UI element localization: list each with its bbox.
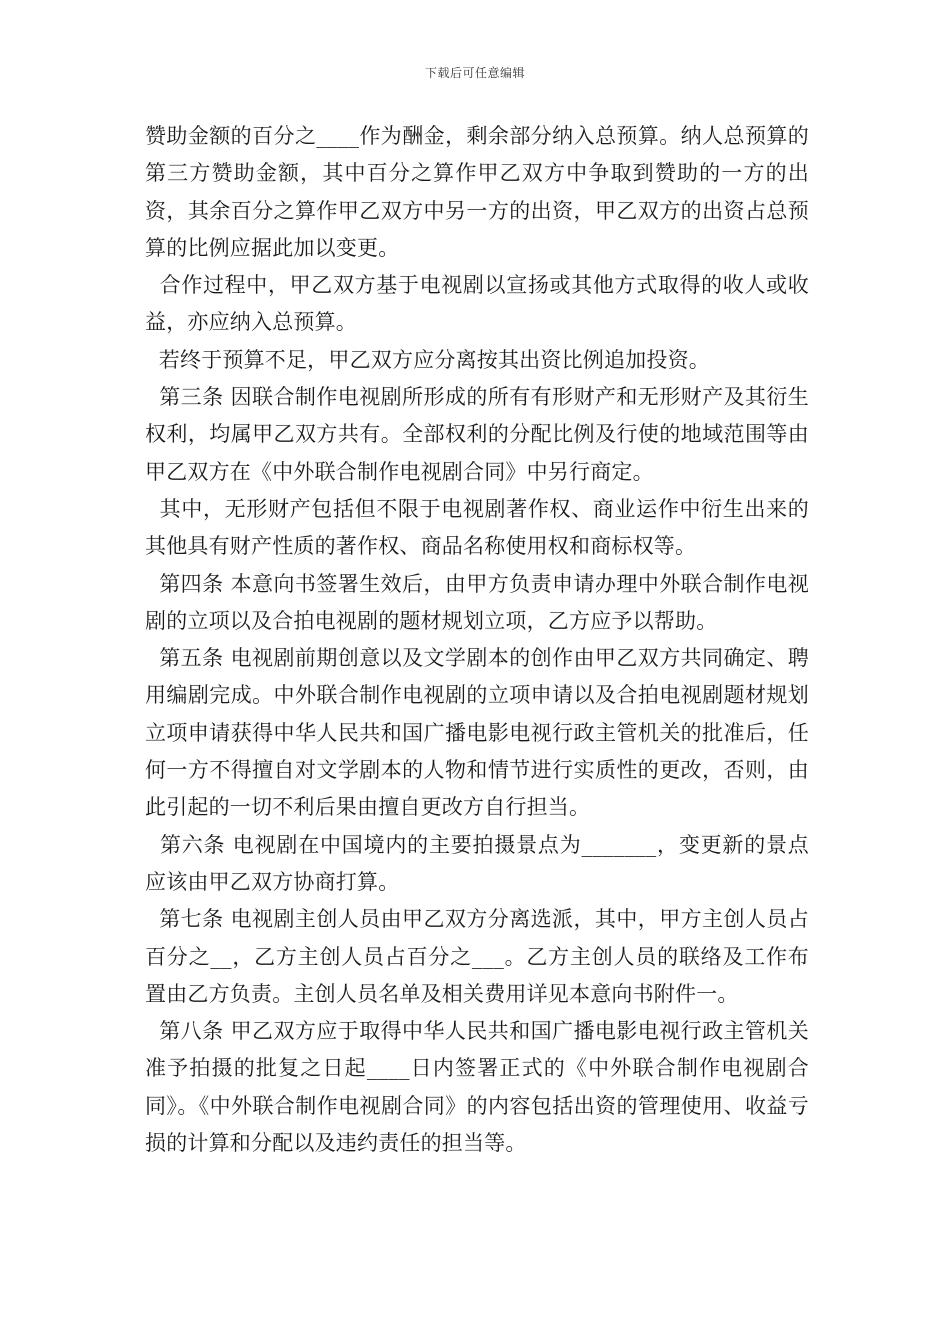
paragraph-1: 赞助金额的百分之____作为酬金，剩余部分纳入总预算。纳人总预算的第三方赞助金额，其中百分之算作甲乙双方中争取到赞助的一方的出资，其余百分之算作甲乙双方中另一方的出资，甲乙双方的出资占总预算的比例应据此加以变更。 [145, 124, 809, 260]
paragraph-article-6: 第六条 电视剧在中国境内的主要拍摄景点为_______，变更新的景点应该由甲乙双方协商打算。 [145, 832, 809, 894]
paragraph-3: 若终于预算不足，甲乙双方应分离按其出资比例追加投资。 [145, 347, 710, 372]
paragraph-article-7: 第七条 电视剧主创人员由甲乙双方分离选派，其中，甲方主创人员占百分之__，乙方主创人员占百分之___。乙方主创人员的联络及工作布置由乙方负责。主创人员名单及相关费用详见本意向书附件一。 [145, 907, 809, 1006]
paragraph-intangible-property: 其中，无形财产包括但不限于电视剧著作权、商业运作中衍生出来的其他具有财产性质的著作权、商品名称使用权和商标权等。 [145, 496, 809, 559]
paragraph-article-8: 第八条 甲乙双方应于取得中华人民共和国广播电影电视行政主管机关准予拍摄的批复之日起____日内签署正式的《中外联合制作电视剧合同》。《中外联合制作电视剧合同》的内容包括出资的管理使用、收益亏损的计算和分配以及违约责任的担当等。 [145, 1019, 809, 1156]
document-body [145, 118, 809, 1162]
paragraph-2: 合作过程中，甲乙双方基于电视剧以宣扬或其他方式取得的收人或收益，亦应纳入总预算。 [145, 273, 809, 335]
paragraph-article-3: 第三条 因联合制作电视剧所形成的所有有形财产和无形财产及其衍生权利，均属甲乙双方共有。全部权利的分配比例及行使的地域范围等由甲乙双方在《中外联合制作电视剧合同》中另行商定。 [145, 385, 809, 484]
paragraph-article-4: 第四条 本意向书签署生效后，由甲方负责申请办理中外联合制作电视剧的立项以及合拍电视剧的题材规划立项，乙方应予以帮助。 [145, 571, 809, 633]
paragraph-article-5: 第五条 电视剧前期创意以及文学剧本的创作由甲乙双方共同确定、聘用编剧完成。中外联合制作电视剧的立项申请以及合拍电视剧题材规划立项申请获得中华人民共和国广播电影电视行政主管机关的批准后，任何一方不得擅自对文学剧本的人物和情节进行实质性的更改，否则，由此引起的一切不利后果由擅自更改方自行担当。 [145, 646, 809, 820]
page-header: 下载后可任意编辑 [424, 66, 525, 80]
